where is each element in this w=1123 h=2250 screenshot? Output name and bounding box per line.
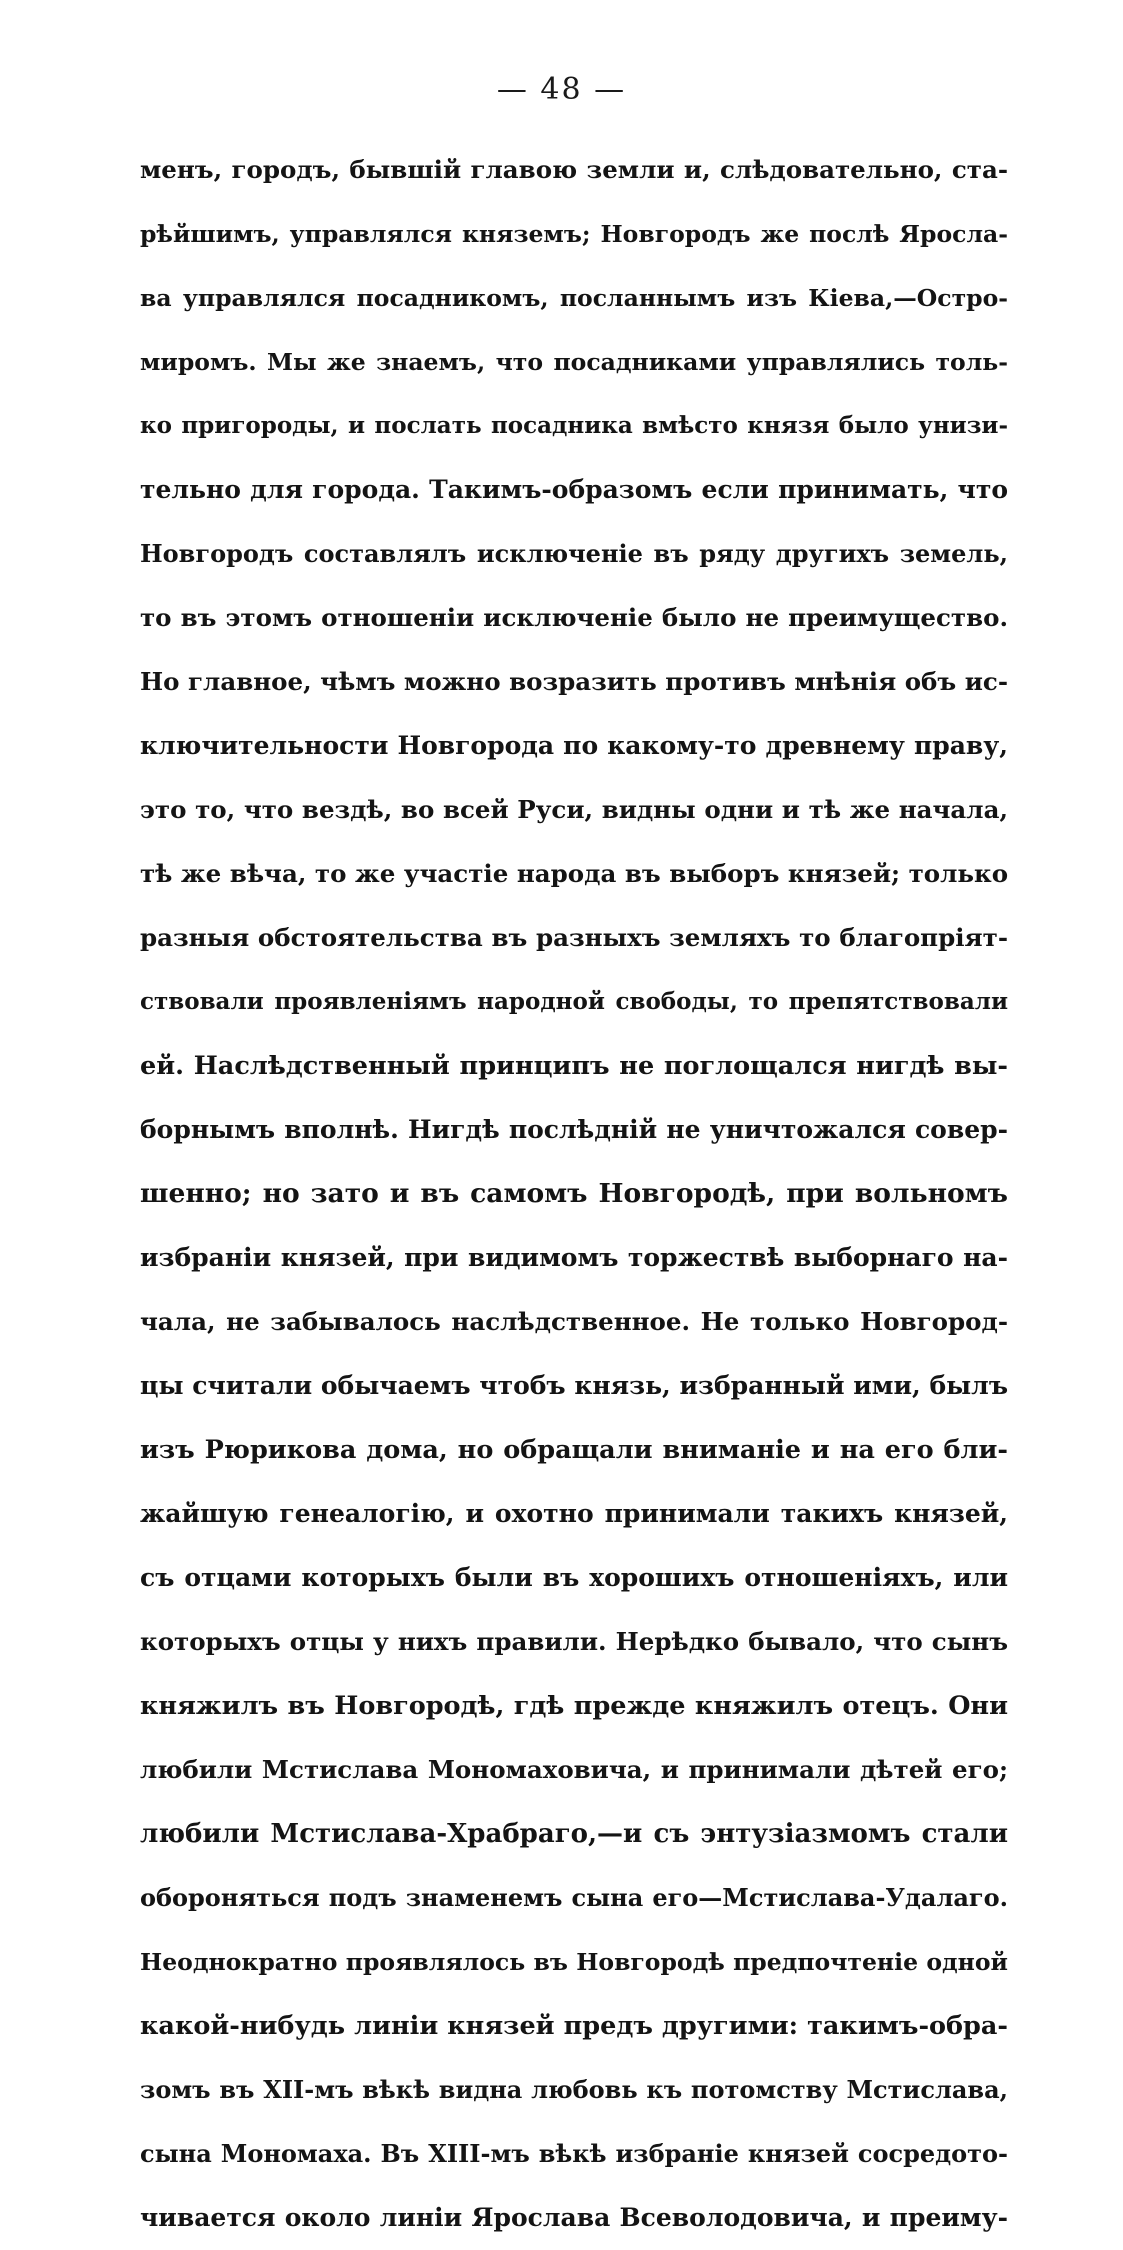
text-line: ключительности Новгорода по какому-то древнему праву, xyxy=(140,731,1008,760)
text-line: ствовали проявленіямъ народной свободы, то препятствовали xyxy=(140,988,1008,1015)
text-line: разныя обстоятельства въ разныхъ земляхъ то благопріят- xyxy=(140,923,1008,952)
body-text xyxy=(140,138,1008,2250)
text-line: тельно для города. Такимъ-образомъ если принимать, что xyxy=(140,475,1008,504)
text-line: это то, что вездѣ, во всей Руси, видны одни и тѣ же начала, xyxy=(140,795,1008,824)
text-line: Новгородъ составлялъ исключеніе въ ряду другихъ земель, xyxy=(140,539,1008,568)
text-line: то въ этомъ отношеніи исключеніе было не преимущество. xyxy=(140,603,1008,632)
text-line: тѣ же вѣча, то же участіе народа въ выборъ князей; только xyxy=(140,859,1009,888)
text-line: княжилъ въ Новгородѣ, гдѣ прежде княжилъ отецъ. Они xyxy=(140,1691,1008,1721)
text-line: шенно; но зато и въ самомъ Новгородѣ, при вольномъ xyxy=(140,1178,1008,1209)
text-line: чивается около линіи Ярослава Всеволодовича, и преиму- xyxy=(140,2203,1008,2232)
text-line: менъ, городъ, бывшій главою земли и, слѣдовательно, ста- xyxy=(140,155,1008,184)
text-line: съ отцами которыхъ были въ хорошихъ отношеніяхъ, или xyxy=(140,1563,1008,1592)
text-line: зомъ въ XII-мъ вѣкѣ видна любовь къ потомству Мстислава, xyxy=(140,2075,1008,2104)
text-line: Но главное, чѣмъ можно возразить противъ мнѣнія объ ис- xyxy=(140,667,1008,696)
page-number: — 48 — xyxy=(496,72,627,107)
text-line: борнымъ вполнѣ. Нигдѣ послѣдній не уничтожался совер- xyxy=(140,1115,1008,1144)
text-line: ва управлялся посадникомъ, посланнымъ изъ Кіева,—Остро- xyxy=(140,284,1008,312)
text-line: жайшую генеалогію, и охотно принимали такихъ князей, xyxy=(140,1499,1008,1528)
text-line: обороняться подъ знаменемъ сына его—Мстислава-Удалаго. xyxy=(140,1883,1008,1912)
text-line: миромъ. Мы же знаемъ, что посадниками управлялись толь- xyxy=(140,348,1008,376)
text-line: любили Мстислава Мономаховича, и принимали дѣтей его; xyxy=(140,1755,1008,1784)
text-line: Неоднократно проявлялось въ Новгородѣ предпочтеніе одной xyxy=(140,1948,1008,1976)
text-line: которыхъ отцы у нихъ правили. Нерѣдко бывало, что сынъ xyxy=(140,1627,1008,1656)
text-line: любили Мстислава-Храбраго,—и съ энтузіазмомъ стали xyxy=(140,1819,1008,1849)
text-line: чала, не забывалось наслѣдственное. Не только Новгород- xyxy=(140,1307,1008,1336)
text-line: рѣйшимъ, управлялся княземъ; Новгородъ же послѣ Яросла- xyxy=(140,220,1008,248)
text-line: ко пригороды, и послать посадника вмѣсто князя было унизи- xyxy=(140,412,1008,439)
text-line: какой-нибудь линіи князей предъ другими: такимъ-обра- xyxy=(140,2011,1008,2041)
text-line: сына Мономаха. Въ XIII-мъ вѣкѣ избраніе князей сосредото- xyxy=(140,2139,1008,2168)
text-line: ей. Наслѣдственный принципъ не поглощался нигдѣ вы- xyxy=(140,1051,1008,1081)
text-line: изъ Рюрикова дома, но обращали вниманіе и на его бли- xyxy=(140,1435,1008,1465)
text-line: избраніи князей, при видимомъ торжествѣ выборнаго на- xyxy=(140,1243,1008,1272)
text-line: цы считали обычаемъ чтобъ князь, избранный ими, былъ xyxy=(140,1371,1008,1400)
